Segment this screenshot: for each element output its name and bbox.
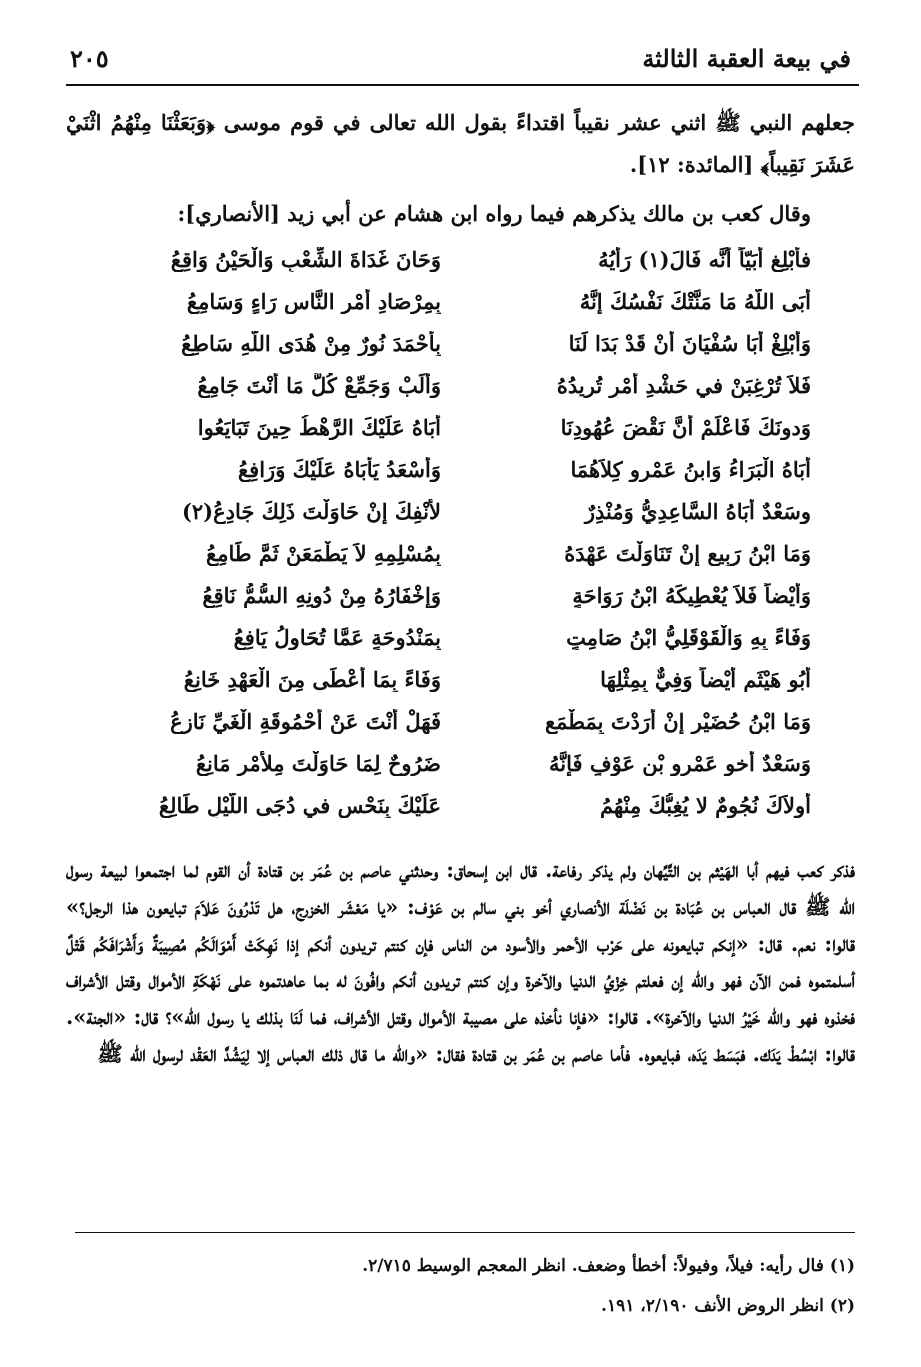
poem-first-hemistich: وَأَيْضاً فَلاَ يُعْطِيكَهُ ابْنُ رَوَاحَةٍ bbox=[572, 582, 811, 608]
poem-line bbox=[111, 784, 811, 826]
footnote-2: (٢) انظر الروض الأنف ٢/١٩٠، ١٩١. bbox=[601, 1296, 855, 1316]
poem-second-hemistich: وَأَسْعَدُ يَأْبَاهُ عَلَيْكَ وَرَافِعُ bbox=[238, 456, 441, 482]
footnotes bbox=[66, 1246, 855, 1326]
running-title: في بيعة العقبة الثالثة bbox=[642, 43, 851, 73]
poem-line bbox=[111, 238, 811, 280]
poem-first-hemistich: وَمَا ابْنُ رَبِيعٍ إِنْ تَنَاوَلْتَ عَهْدَهُ bbox=[564, 540, 811, 566]
poem-first-hemistich: أَبَى اللّهُ مَا مَنَّتْكَ نَفْسُكَ إِنَّهُ bbox=[579, 288, 811, 314]
poem-second-hemistich: لأَنْفِكَ إِنْ حَاوَلْتَ ذَلِكَ جَادِعُ(٢) bbox=[181, 498, 441, 524]
poem-line bbox=[111, 700, 811, 742]
poem-line bbox=[111, 280, 811, 322]
poem-second-hemistich: بِمَنْدُوحَةٍ عَمَّا تُحَاوِلُ يَافِعُ bbox=[233, 624, 441, 650]
poem-first-hemistich: فَلاَ تُرْغِبَنْ في حَشْدِ أَمْرٍ تُرِيدُهُ bbox=[556, 372, 811, 398]
page-header bbox=[70, 38, 851, 78]
poem-second-hemistich: بِمِرْصَادِ أَمْرِ النَّاسِ رَاءٍ وَسَامِعُ bbox=[186, 288, 441, 314]
poem-line bbox=[111, 322, 811, 364]
poem-line bbox=[111, 532, 811, 574]
poem-second-hemistich: وَإِخْفَارُهُ مِنْ دُونِهِ السُّمُّ نَاقِعُ bbox=[202, 582, 441, 608]
poem-first-hemistich: وسَعْدٌ أَبَاهُ السَّاعِدِيُّ وَمُنْذِرٌ bbox=[584, 498, 811, 524]
poem-line bbox=[111, 490, 811, 532]
poem-second-hemistich: بِأَحْمَدَ نُورٌ مِنْ هُدَى اللّهِ سَاطِعُ bbox=[181, 330, 441, 356]
poem-second-hemistich: أَبَاهُ عَلَيْكَ الرَّهْطُ حِينَ تَبَايَعُوا bbox=[197, 414, 441, 440]
footnote-rule bbox=[75, 1232, 855, 1233]
poem-first-hemistich: وَفَاءً بِهِ وَالْقَوْقَلِيُّ ابْنُ صَامِتٍ bbox=[566, 624, 811, 650]
poem-first-hemistich: أُولاَكَ نُجُومٌ لا يُغِبُّكَ مِنْهُمُ bbox=[600, 792, 811, 818]
poem-line bbox=[111, 574, 811, 616]
poem-second-hemistich: وَحَانَ غَدَاةَ الشِّعْبِ وَالْحَيْنُ وَاقِعُ bbox=[170, 246, 441, 272]
footnote-1: (١) فال رأيه: فيلاً، وفيولاً: أخطأ وضعف. انظر المعجم الوسيط ٢/٧١٥. bbox=[362, 1256, 855, 1276]
poem-second-hemistich: ضَرُوحٌ لِمَا حَاوَلْتَ مِلأَمْرِ مَانِعُ bbox=[195, 750, 441, 776]
poem-second-hemistich: وَفَاءً بِمَا أَعْطَى مِنَ الْعَهْدِ خَانِعُ bbox=[183, 666, 441, 692]
poem-second-hemistich: عَلَيْكَ بِنَحْسٍ في دُجَى اللَّيْلِ طَالِعُ bbox=[158, 792, 441, 818]
poem-first-hemistich: أَبُو هَيْثَمٍ أَيْضاً وَفِيٌّ بِمِثْلِهَا bbox=[600, 666, 811, 692]
poem-first-hemistich: وَمَا ابْنُ حُضَيْرٍ إِنْ أَرَدْتَ بِمَطْمَعٍ bbox=[544, 708, 811, 734]
poem-second-hemistich: فَهَلْ أَنْتَ عَنْ أُحْمُوقَةِ الْغَيِّ نَازِعُ bbox=[170, 708, 441, 734]
intro-paragraph: جعلهم النبي ﷺ اثني عشر نقيباً اقتداءً بقول الله تعالى في قوم موسى ﴿وَبَعَثْنَا مِنْهُمُ اثْنَيْ عَشَرَ نَقِيباً﴾ [المائدة: ١٢]. bbox=[66, 110, 855, 177]
poem-first-hemistich: وَسَعْدٌ أَخو عَمْرِو بْنِ عَوْفٍ فَإِنَّهُ bbox=[548, 750, 811, 776]
poem-line bbox=[111, 742, 811, 784]
page-number: ٢٠٥ bbox=[70, 43, 109, 73]
poem-first-hemistich: أَبَاهُ الْبَرَاءُ وَابنُ عَمْرو كِلاَهُمَا bbox=[570, 456, 811, 482]
poem-first-hemistich: وَدونَكَ فَاعْلَمْ أَنَّ نَقْضَ عُهُودِنَا bbox=[560, 414, 811, 440]
poem bbox=[111, 238, 811, 826]
poem-line bbox=[111, 364, 811, 406]
header-rule bbox=[66, 84, 859, 86]
poem-line bbox=[111, 406, 811, 448]
poem-first-hemistich: فأَبْلِغ أُبَيّاً أَنَّه فَالَ(١) رَأْيُهُ bbox=[598, 246, 811, 272]
poem-intro: وقال كعب بن مالك يذكرهم فيما رواه ابن هشام عن أبي زيد [الأنصاري]: bbox=[177, 201, 811, 226]
poem-first-hemistich: وَأَبْلِغْ أَبَا سُفْيَانَ أَنْ قَدْ بَدَا لَنَا bbox=[568, 330, 811, 356]
poem-second-hemistich: وَأَلِّبْ وَجَمِّعْ كُلَّ مَا أَنْتَ جَامِعُ bbox=[197, 372, 441, 398]
poem-line bbox=[111, 616, 811, 658]
prose-paragraph: فذكر كعب فيهم أبا الهَيْثم بن التَّيِّهان ولم يذكر رفاعة. قال ابن إسحاق: وحدثني عاصم بن عُمَر بن قتادة أن القوم لما اجتمعوا لبيعة رسول الله ﷺ قال العباس بن عُبَادة بن نَضْلَة الأنصاري أخو بني سالم بن عَوْف: «يا مَعْشَر الخزرج، هل تَدْرُونَ عَلاَمَ تبايعون هذا الرجل؟» قالوا: نعم. قال: «إنكم تبايعونه على حَرْب الأحمر والأسود من الناس فإن كنتم تريدون أنكم إذا نَهِكَتْ أَمْوَالَكُم مُصِيبَةٌ وَأَشْرَافَكُم قَتْلٌ أسلمتموه فمن الآن فهو والله إن فعلتم خِزْيُ الدنيا والآخرة وإن كنتم تريدون أنكم وافُونَ له بما عاهدتموه على نَهْكَةِ الأموال وقتل الأشراف فخذوه فهو والله خَيْرُ الدنيا والآخرة». قالوا: «فإنا نأخذه على مصيبة الأموال وقتل الأشراف، فما لَنَا بذلك يا رسول الله»؟ قال: «الجنة». قالوا: ابْسُطْ يَدَك. فبَسَط يَدَه، فبايعوه. فأما عاصم بن عُمَر بن قتادة فقال: «والله ما قال ذلك العباس إلا لِيَشُدَّ العَقْد لرسول الله ﷺ bbox=[66, 857, 855, 1066]
poem-second-hemistich: بِمُسْلِمِهِ لاَ يَطْمَعَنْ ثَمَّ طَامِعُ bbox=[206, 540, 441, 566]
poem-line bbox=[111, 448, 811, 490]
poem-line bbox=[111, 658, 811, 700]
